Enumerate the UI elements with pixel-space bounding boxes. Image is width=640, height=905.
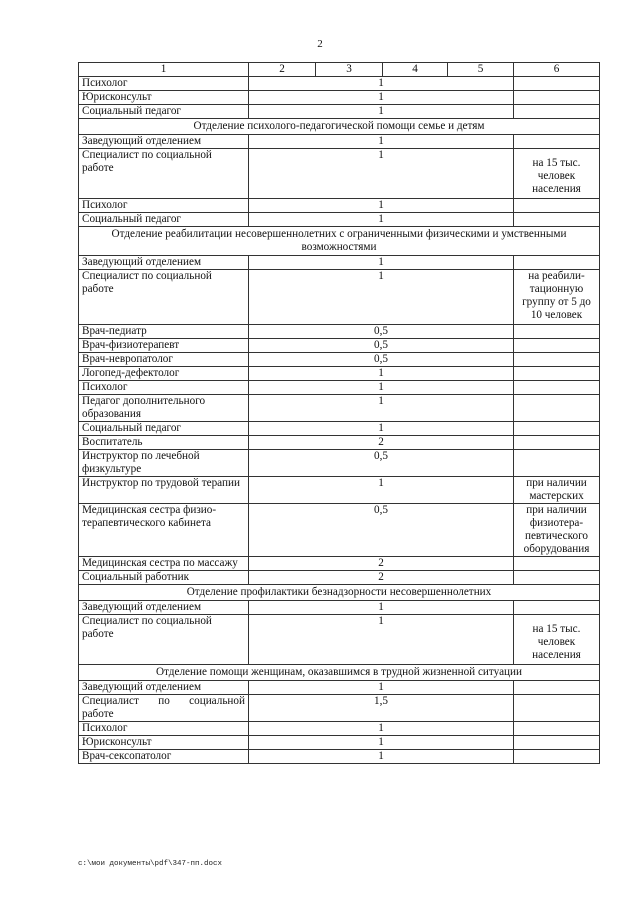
position-cell: Педагог дополнительного образования [79, 395, 249, 422]
staff-count-cell: 1 [249, 422, 514, 436]
staff-count-cell: 1 [249, 367, 514, 381]
position-cell: Социальный педагог [79, 105, 249, 119]
table-row [79, 477, 600, 504]
note-cell [514, 601, 600, 615]
header-row [79, 63, 600, 77]
position-cell: Специалист по социальной работе [79, 615, 249, 665]
position-cell: Врач-физиотерапевт [79, 339, 249, 353]
table-row [79, 325, 600, 339]
table-row [79, 601, 600, 615]
table-row [79, 736, 600, 750]
note-cell [514, 695, 600, 722]
note-cell [514, 199, 600, 213]
position-cell: Воспитатель [79, 436, 249, 450]
note-cell: на реабили-тационную группу от 5 до 10 человек [514, 270, 600, 325]
section-title: Отделение реабилитации несовершеннолетних с ограниченными физическими и умственными возможностями [79, 227, 600, 256]
staff-count-cell: 1 [249, 681, 514, 695]
header-cell: 6 [514, 63, 600, 77]
position-cell: Психолог [79, 77, 249, 91]
position-cell: Социальный педагог [79, 422, 249, 436]
file-path-footer: c:\мои документы\pdf\347-пп.docx [78, 860, 223, 868]
staff-count-cell: 1 [249, 256, 514, 270]
note-cell [514, 367, 600, 381]
table-row [79, 681, 600, 695]
note-cell [514, 353, 600, 367]
staff-count-cell: 2 [249, 557, 514, 571]
note-cell [514, 736, 600, 750]
note-cell [514, 571, 600, 585]
header-cell: 3 [316, 63, 383, 77]
note-cell [514, 325, 600, 339]
section-title: Отделение психолого-педагогической помощи семье и детям [79, 119, 600, 135]
note-cell [514, 750, 600, 764]
section-title-row [79, 227, 600, 256]
note-cell [514, 557, 600, 571]
staff-count-cell: 1 [249, 91, 514, 105]
position-cell: Социальный работник [79, 571, 249, 585]
staff-count-cell: 1 [249, 601, 514, 615]
staff-count-cell: 1 [249, 199, 514, 213]
position-cell: Заведующий отделением [79, 135, 249, 149]
table-row [79, 91, 600, 105]
table-row [79, 256, 600, 270]
section-title: Отделение профилактики безнадзорности несовершеннолетних [79, 585, 600, 601]
table-row [79, 395, 600, 422]
table-row [79, 199, 600, 213]
note-cell [514, 339, 600, 353]
note-cell [514, 256, 600, 270]
position-cell: Специалист по социальной работе [79, 149, 249, 199]
note-cell [514, 135, 600, 149]
table-row [79, 615, 600, 665]
header-cell: 2 [249, 63, 316, 77]
position-cell: Заведующий отделением [79, 681, 249, 695]
note-cell [514, 77, 600, 91]
staff-count-cell: 0,5 [249, 450, 514, 477]
table-row [79, 381, 600, 395]
header-cell: 5 [448, 63, 514, 77]
note-cell [514, 422, 600, 436]
staff-count-cell: 2 [249, 571, 514, 585]
staff-count-cell: 1,5 [249, 695, 514, 722]
position-cell: Медицинская сестра по массажу [79, 557, 249, 571]
page-number: 2 [317, 38, 323, 50]
header-cell: 4 [383, 63, 448, 77]
section-title-row [79, 585, 600, 601]
staff-count-cell: 0,5 [249, 339, 514, 353]
position-cell: Психолог [79, 199, 249, 213]
position-cell: Медицинская сестра физио-терапевтического кабинета [79, 504, 249, 557]
position-cell: Заведующий отделением [79, 256, 249, 270]
staff-count-cell: 1 [249, 135, 514, 149]
table-row [79, 504, 600, 557]
position-cell: Психолог [79, 722, 249, 736]
note-cell [514, 91, 600, 105]
table-row [79, 353, 600, 367]
note-cell: при наличии мастерских [514, 477, 600, 504]
staff-count-cell: 1 [249, 105, 514, 119]
staff-count-cell: 1 [249, 77, 514, 91]
staff-count-cell: 0,5 [249, 504, 514, 557]
position-cell: Специалист по социальной работе [79, 270, 249, 325]
table-row [79, 571, 600, 585]
position-cell: Социальный педагог [79, 213, 249, 227]
staff-count-cell: 1 [249, 381, 514, 395]
section-title: Отделение помощи женщинам, оказавшимся в трудной жизненной ситуации [79, 665, 600, 681]
table-row [79, 135, 600, 149]
table-row [79, 270, 600, 325]
table-row [79, 105, 600, 119]
staff-count-cell: 1 [249, 736, 514, 750]
table-row [79, 149, 600, 199]
position-cell: Инструктор по трудовой терапии [79, 477, 249, 504]
staff-table [78, 62, 600, 764]
table-row [79, 436, 600, 450]
note-cell [514, 213, 600, 227]
position-cell: Врач-сексопатолог [79, 750, 249, 764]
staff-count-cell: 1 [249, 395, 514, 422]
note-cell: на 15 тыс. человек населения [514, 615, 600, 665]
position-cell: Юрисконсульт [79, 736, 249, 750]
table-row [79, 339, 600, 353]
header-cell: 1 [79, 63, 249, 77]
note-cell [514, 681, 600, 695]
note-cell [514, 722, 600, 736]
note-cell [514, 105, 600, 119]
staff-count-cell: 1 [249, 149, 514, 199]
staff-count-cell: 1 [249, 213, 514, 227]
staff-count-cell: 1 [249, 750, 514, 764]
table-row [79, 557, 600, 571]
position-cell: Юрисконсульт [79, 91, 249, 105]
table-row [79, 367, 600, 381]
staff-count-cell: 0,5 [249, 325, 514, 339]
note-cell [514, 450, 600, 477]
position-cell: Специалист по социальной работе [79, 695, 249, 722]
table-row [79, 750, 600, 764]
position-cell: Врач-невропатолог [79, 353, 249, 367]
position-cell: Психолог [79, 381, 249, 395]
table-row [79, 422, 600, 436]
section-title-row [79, 119, 600, 135]
table-row [79, 695, 600, 722]
note-cell: при наличии физиотера-певтического оборудования [514, 504, 600, 557]
staff-count-cell: 1 [249, 615, 514, 665]
position-cell: Инструктор по лечебной физкультуре [79, 450, 249, 477]
note-cell [514, 436, 600, 450]
table-row [79, 77, 600, 91]
staff-count-cell: 2 [249, 436, 514, 450]
staff-count-cell: 1 [249, 477, 514, 504]
section-title-row [79, 665, 600, 681]
note-cell [514, 395, 600, 422]
table-row [79, 450, 600, 477]
note-cell: на 15 тыс. человек населения [514, 149, 600, 199]
note-cell [514, 381, 600, 395]
table-row [79, 213, 600, 227]
staff-count-cell: 1 [249, 270, 514, 325]
staff-count-cell: 0,5 [249, 353, 514, 367]
table-row [79, 722, 600, 736]
staff-count-cell: 1 [249, 722, 514, 736]
position-cell: Заведующий отделением [79, 601, 249, 615]
position-cell: Логопед-дефектолог [79, 367, 249, 381]
position-cell: Врач-педиатр [79, 325, 249, 339]
